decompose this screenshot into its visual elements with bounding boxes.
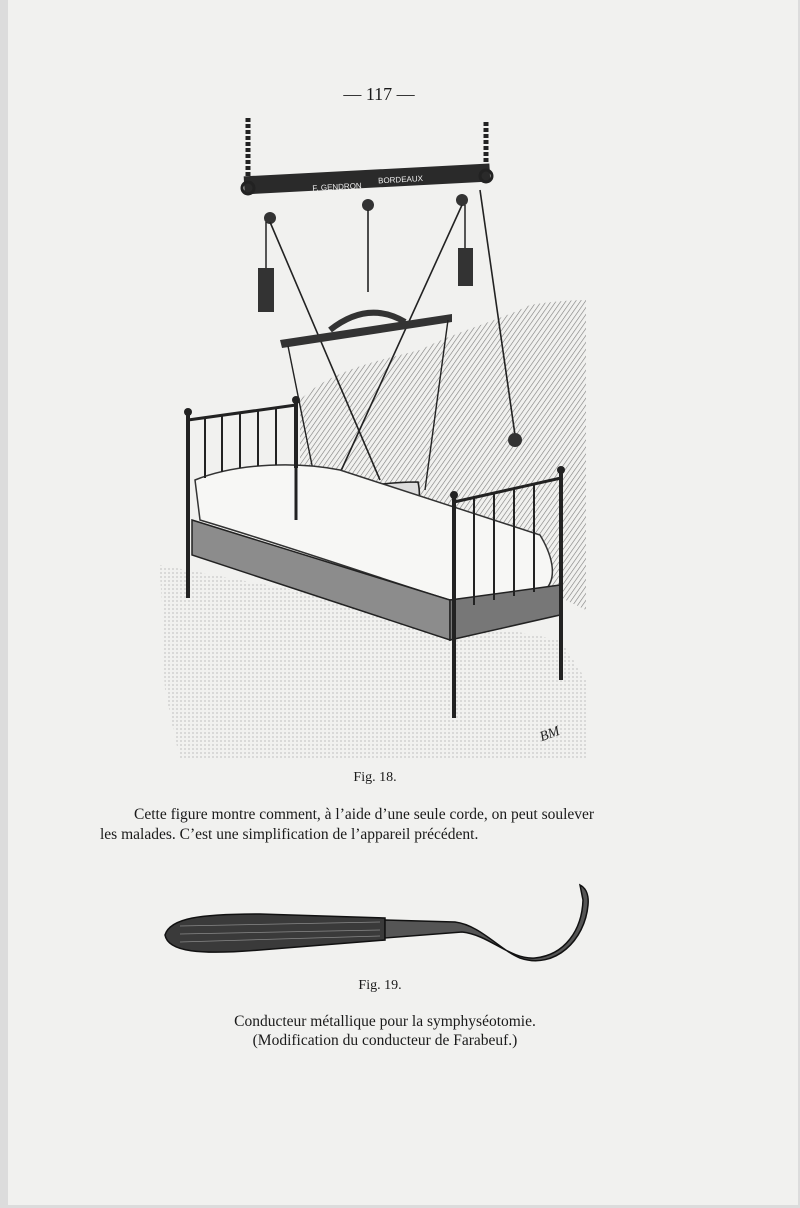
caption-18-line-2: les malades. C’est une simplification de l’appareil précédent. — [100, 826, 479, 843]
instrument-handle — [165, 914, 385, 952]
figure-19-instrument — [165, 885, 588, 961]
figure-19-caption — [190, 1012, 580, 1050]
plate-city-text: BORDEAUX — [377, 174, 424, 186]
top-bar — [244, 164, 491, 195]
weight-right — [458, 248, 473, 286]
figure-19-label: Fig. 19. — [358, 978, 402, 993]
spreader-bar — [280, 314, 452, 348]
weight-left — [258, 268, 274, 312]
figure-18-label: Fig. 18. — [353, 770, 397, 785]
plate-maker-text: F. GENDRON — [312, 181, 362, 193]
engraver-signature: BM — [537, 723, 562, 745]
figure-18-caption — [100, 805, 640, 845]
caption-18-line-1: Cette figure montre comment, à l’aide d’une seule corde, on peut soulever — [134, 806, 595, 823]
caption-19-line-1: Conducteur métallique pour la symphyséotomie. — [234, 1013, 536, 1030]
page-number: — 117 — — [343, 84, 415, 104]
instrument-shaft — [385, 885, 588, 961]
caption-19-line-2: (Modification du conducteur de Farabeuf.) — [252, 1032, 518, 1049]
